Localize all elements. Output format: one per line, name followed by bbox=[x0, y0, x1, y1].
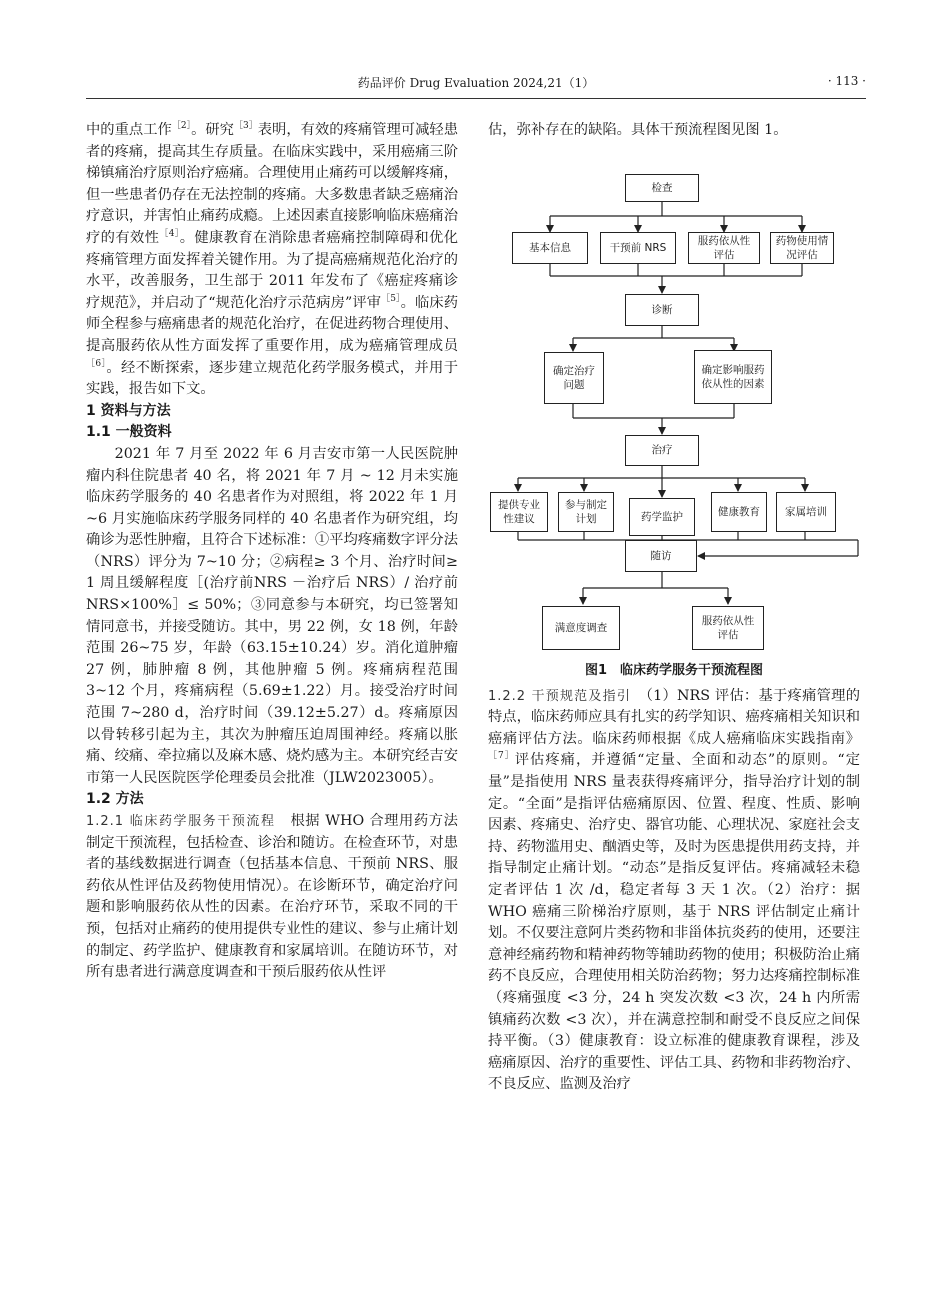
general-data-paragraph: 2021 年 7 月至 2022 年 6 月吉安市第一人民医院肿瘤内科住院患者 40 名，将 2021 年 7 月 ~ 12 月未实施临床药学服务的 40 名患者作为对照组，将 2022 年 1 月 ~6 月实施临床药学服务同样的 40 名患者作为研究组，均确诊为恶性肿瘤，且符合下述标准：①平均疼痛数字评分法（NRS）评分为 7~10 分；②病程≥ 3 个月、治疗时间≥ 1 周且缓解程度［(治疗前NRS －治疗后 NRS）/ 治疗前 NRS×100%］≤ 50%；③同意参与本研究，均已签署知情同意书，并接受随访。其中，男 22 例，女 18 例，年龄范围 26~75 岁，年龄（63.15±10.24）岁。消化道肿瘤 27 例，肺肿瘤 8 例，其他肿瘤 5 例。疼痛病程范围 3~12 个月，疼痛病程（5.69±1.22）月。接受治疗时间范围 7~280 d，治疗时间（39.12±5.27）d。疼痛原因以骨转移引起为主，其次为肿瘤压迫周围神经。疼痛以胀痛、绞痛、牵拉痛以及麻木感、烧灼感为主。本研究经吉安市第一人民医院医学伦理委员会批准（JLW2023005）。 bbox=[86, 445, 458, 786]
section-heading-1-2: 1.2 方法 bbox=[86, 791, 144, 808]
citation-2[interactable]: ［2］ bbox=[171, 121, 192, 131]
flow-node-diagnosis: 诊断 bbox=[625, 294, 699, 326]
flow-node-treatment: 治疗 bbox=[625, 435, 699, 466]
left-column bbox=[86, 120, 458, 984]
flow-node-adherence-eval: 服药依从性评估 bbox=[688, 232, 760, 264]
journal-title: 药品评价 Drug Evaluation 2024,21（1） bbox=[357, 76, 595, 90]
method-paragraph: 1.2.1 临床药学服务干预流程 根据 WHO 合理用药方法制定干预流程，包括检查、诊治和随访。在检查环节，对患者的基线数据进行调查（包括基本信息、干预前 NRS、服药依从性评估及药物使用情况）。在诊断环节，确定治疗问题和影响服药依从性的因素。在治疗环节，采取不同的干预，包括对止痛药的使用提供专业性的建议、参与止痛计划的制定、药学监护、健康教育和家属培训。在随访环节，对所有患者进行满意度调查和干预后服药依从性评 bbox=[86, 813, 458, 981]
flow-node-check: 检查 bbox=[625, 174, 699, 202]
subsection-heading-1-2-1: 1.2.1 临床药学服务干预流程 bbox=[86, 814, 276, 829]
flow-node-drug-eval: 药物使用情况评估 bbox=[770, 232, 834, 264]
flow-node-family-training: 家属培训 bbox=[776, 492, 836, 532]
flow-node-treatment-problem: 确定治疗问题 bbox=[544, 352, 604, 404]
flow-node-plan: 参与制定计划 bbox=[558, 492, 614, 532]
citation-4[interactable]: ［4］ bbox=[159, 228, 180, 239]
flow-node-adherence-eval-2: 服药依从性评估 bbox=[692, 606, 764, 650]
page-number: · 113 · bbox=[827, 74, 866, 88]
flow-node-followup: 随访 bbox=[625, 540, 697, 572]
section-heading-1-1: 1.1 一般资料 bbox=[86, 424, 172, 441]
flow-node-health-education: 健康教育 bbox=[711, 492, 767, 532]
flowchart bbox=[488, 146, 860, 654]
flow-node-professional-advice: 提供专业性建议 bbox=[490, 492, 548, 532]
citation-7[interactable]: ［7］ bbox=[488, 751, 515, 762]
right-column bbox=[488, 120, 860, 1096]
citation-3[interactable]: ［3］ bbox=[234, 121, 258, 131]
figure-intro-paragraph: 估，弥补存在的缺陷。具体干预流程图见图 1。 bbox=[488, 122, 788, 138]
citation-6[interactable]: ［6］ bbox=[86, 358, 107, 369]
flow-node-pre-nrs: 干预前 NRS bbox=[600, 232, 676, 264]
intro-paragraph: 中的重点工作$^{[2]}$。研究$^{[3]}$表明，有效的疼痛管理可减轻患者的疼痛，提高其生存质量。在临床实践中，采用癌痛三阶梯镇痛治疗原则治疗癌痛。合理使用止痛药可以缓解疼痛，但一些患者仍存在无法控制的疼痛。大多数患者缺乏癌痛治疗意识，并害怕止痛药成瘾。上述因素直接影响临床癌痛治疗的有效性$^{[4]}$。健康教育在消除患者癌痛控制障碍和优化疼痛管理方面发挥着关键作用。为了提高癌痛规范化治疗的水平，改善服务，卫生部于 2011 年发布了《癌症疼痛诊疗规范》，并启动了“规范化治疗示范病房”评审$^{[5]}$。临床药师全程参与癌痛患者的规范化治疗，在促进药物合理使用、提高服药依从性方面发挥了重要作用，成为癌痛管理成员$^{[6]}$。经不断探索，逐步建立规范化药学服务模式，并用于实践，报告如下文。 bbox=[86, 121, 459, 398]
header-rule bbox=[86, 98, 866, 99]
section-heading-1: 1 资料与方法 bbox=[86, 402, 171, 419]
guideline-paragraph: 1.2.2 干预规范及指引 （1）NRS 评估：基于疼痛管理的特点，临床药师应具有扎实的药学知识、癌疼痛相关知识和癌痛评估方法。临床药师根据《成人癌痛临床实践指南》$^{[7]}$评估疼痛，并遵循“定量、全面和动态”的原则。“定量”是指使用 NRS 量表获得疼痛评分，指导治疗计划的制定。“全面”是指评估癌痛原因、位置、程度、性质、影响因素、疼痛史、治疗史、器官功能、心理状况、家庭社会支持、药物滥用史、酗酒史等，及时为医患提供用药支持，并指导制定止痛计划。“动态”是指反复评估。疼痛减轻未稳定者评估 1 次 /d，稳定者每 3 天 1 次。（2）治疗：据 WHO 癌痛三阶梯治疗原则，基于 NRS 评估制定止痛计划。不仅要注意阿片类药物和非甾体抗炎药的使用，还要注意神经痛药物和精神药物等辅助药物的使用；积极防治止痛药不良反应，合理使用相关防治药物；努力达疼痛控制标准（疼痛强度 <3 分，24 h 突发次数 <3 次，24 h 内所需镇痛药次数 <3 次），并在满意控制和耐受不良反应之间保持平衡。（3）健康教育：设立标准的健康教育课程，涉及癌痛原因、治疗的重要性、评估工具、药物和非药物治疗、不良反应、监测及治疗 bbox=[488, 687, 861, 1093]
flow-node-basic-info: 基本信息 bbox=[512, 232, 588, 264]
figure-caption: 图1 临床药学服务干预流程图 bbox=[584, 662, 764, 678]
flow-node-satisfaction: 满意度调查 bbox=[542, 606, 620, 650]
citation-5[interactable]: ［5］ bbox=[381, 293, 401, 304]
flow-node-adherence-factors: 确定影响服药依从性的因素 bbox=[694, 350, 772, 404]
subsection-heading-1-2-2: 1.2.2 干预规范及指引 bbox=[488, 688, 632, 704]
flow-node-pharmaceutical-care: 药学监护 bbox=[629, 498, 695, 536]
running-header bbox=[86, 74, 866, 94]
